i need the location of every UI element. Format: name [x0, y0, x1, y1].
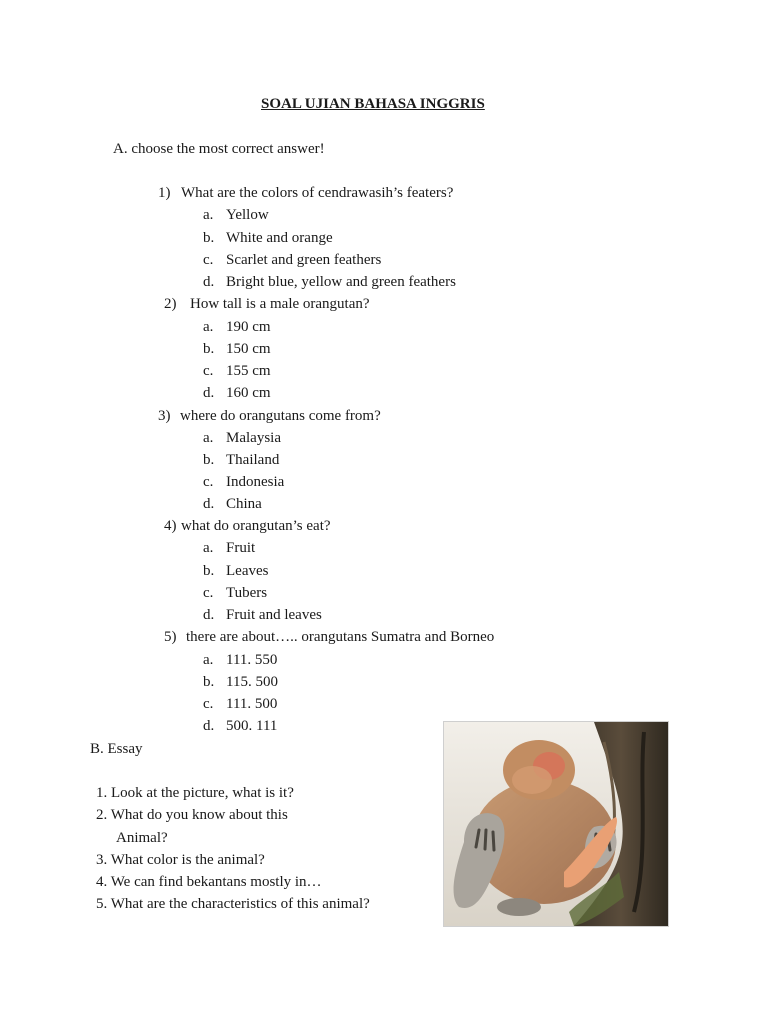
option-3b-letter: b.	[203, 452, 215, 468]
option-5b-text: 115. 500	[226, 674, 278, 690]
option-2c-letter: c.	[203, 363, 214, 379]
option-5c-text: 111. 500	[226, 696, 278, 712]
question-2-number: 2)	[164, 296, 177, 312]
essay-question-2: 2. What do you know about this	[96, 807, 288, 823]
option-5a-text: 111. 550	[226, 652, 278, 668]
essay-question-1: 1. Look at the picture, what is it?	[96, 785, 294, 801]
option-4a-text: Fruit	[226, 540, 256, 556]
option-2b-text: 150 cm	[226, 341, 271, 357]
question-1-text: What are the colors of cendrawasih’s featers?	[181, 185, 454, 201]
option-1b-letter: b.	[203, 230, 215, 246]
option-1c-text: Scarlet and green feathers	[226, 252, 382, 268]
question-5-text: there are about….. orangutans Sumatra and Borneo	[186, 629, 495, 645]
option-1c-letter: c.	[203, 252, 214, 268]
option-1b-text: White and orange	[226, 230, 333, 246]
question-4-number: 4)	[164, 518, 177, 534]
option-3b-text: Thailand	[226, 452, 280, 468]
option-3a-letter: a.	[203, 430, 214, 446]
question-2-text: How tall is a male orangutan?	[190, 296, 370, 312]
page-title: SOAL UJIAN BAHASA INGGRIS	[261, 96, 485, 112]
essay-question-5: 5. What are the characteristics of this animal?	[96, 896, 370, 912]
option-4c-letter: c.	[203, 585, 214, 601]
option-3c-letter: c.	[203, 474, 214, 490]
essay-question-4: 4. We can find bekantans mostly in…	[96, 874, 322, 890]
option-3d-letter: d.	[203, 496, 215, 512]
question-5-number: 5)	[164, 629, 177, 645]
option-5c-letter: c.	[203, 696, 214, 712]
option-3a-text: Malaysia	[226, 430, 281, 446]
option-1d-letter: d.	[203, 274, 215, 290]
option-4a-letter: a.	[203, 540, 214, 556]
question-4-text: what do orangutan’s eat?	[181, 518, 331, 534]
option-4d-text: Fruit and leaves	[226, 607, 322, 623]
option-4b-letter: b.	[203, 563, 215, 579]
option-2d-text: 160 cm	[226, 385, 271, 401]
essay-question-2-continued: Animal?	[116, 830, 168, 846]
proboscis-monkey-photo	[443, 721, 669, 927]
option-3c-text: Indonesia	[226, 474, 285, 490]
section-a-heading: A. choose the most correct answer!	[113, 141, 325, 157]
option-5b-letter: b.	[203, 674, 215, 690]
essay-question-3: 3. What color is the animal?	[96, 852, 265, 868]
option-5d-text: 500. 111	[226, 718, 278, 734]
option-4d-letter: d.	[203, 607, 215, 623]
option-1a-text: Yellow	[226, 207, 269, 223]
option-5a-letter: a.	[203, 652, 214, 668]
option-1d-text: Bright blue, yellow and green feathers	[226, 274, 456, 290]
option-2a-letter: a.	[203, 319, 214, 335]
option-2c-text: 155 cm	[226, 363, 271, 379]
option-4c-text: Tubers	[226, 585, 268, 601]
option-4b-text: Leaves	[226, 563, 269, 579]
option-2a-text: 190 cm	[226, 319, 271, 335]
option-2d-letter: d.	[203, 385, 215, 401]
option-1a-letter: a.	[203, 207, 214, 223]
section-b-heading: B. Essay	[90, 741, 143, 757]
option-5d-letter: d.	[203, 718, 215, 734]
question-3-text: where do orangutans come from?	[180, 408, 381, 424]
question-1-number: 1)	[158, 185, 171, 201]
question-3-number: 3)	[158, 408, 171, 424]
option-2b-letter: b.	[203, 341, 215, 357]
option-3d-text: China	[226, 496, 262, 512]
